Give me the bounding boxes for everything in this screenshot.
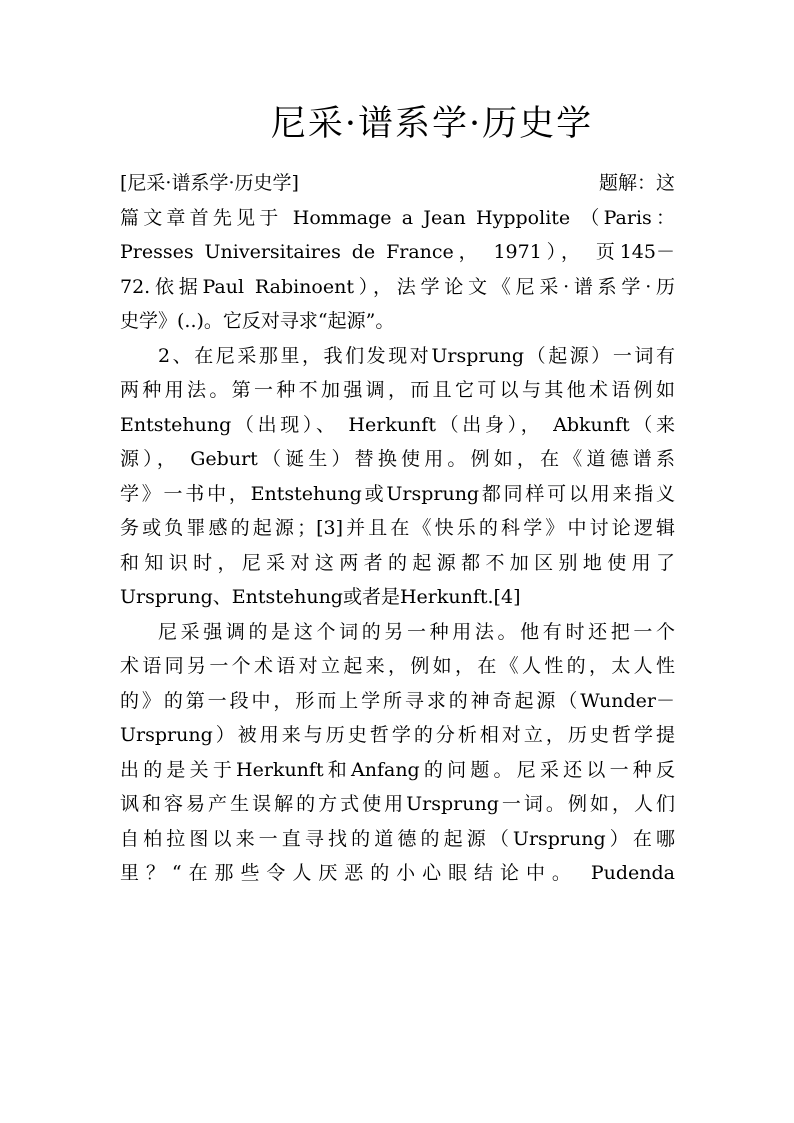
- document-body: [120, 166, 675, 891]
- text-line: 史学》(..)。它反对寻求“起源”。: [120, 310, 395, 332]
- text-line: 尼采强调的是这个词的另一种用法。他有时还把一个: [158, 620, 675, 643]
- text-line: 讽和容易产生误解的方式使用Ursprung一词。例如，人们: [120, 793, 675, 815]
- text-line: 学》一书中，Entstehung或Ursprung都同样可以用来指义: [120, 482, 675, 505]
- text-line: Ursprung、Entstehung或者是Herkunft.[4]: [120, 586, 521, 608]
- text-line: 两种用法。第一种不加强调，而且它可以与其他术语例如: [120, 379, 675, 401]
- text-line: 和知识时，尼采对这两者的起源都不加区别地使用了: [120, 551, 675, 574]
- bracket-title: [尼采·谱系学·历史学]: [120, 172, 299, 194]
- text-line: 2、在尼采那里，我们发现对Ursprung（起源）一词有: [158, 344, 675, 367]
- text-line: 篇文章首先见于 Hommage a Jean Hyppolite （Paris：: [120, 206, 675, 229]
- text-line: 术语同另一个术语对立起来，例如，在《人性的，太人性: [120, 655, 675, 677]
- text-line: 里？“在那些令人厌恶的小心眼结论中。 Pudenda: [120, 862, 675, 884]
- paragraph-1-header-line: [120, 166, 675, 201]
- text-line: 务或负罪感的起源；[3]并且在《快乐的科学》中讨论逻辑: [120, 517, 675, 539]
- text-line: Presses Universitaires de France， 1971）， 页145－: [120, 241, 675, 263]
- text-line: 72.依据Paul Rabinoent），法学论文《尼采·谱系学·历: [120, 275, 675, 298]
- text-line: Ursprung）被用来与历史哲学的分析相对立，历史哲学提: [120, 724, 675, 746]
- text-line: 出的是关于Herkunft和Anfang的问题。尼采还以一种反: [120, 758, 675, 781]
- text-line: 的》的第一段中，形而上学所寻求的神奇起源（Wunder－: [120, 689, 675, 712]
- text-line: 源）， Geburt（诞生）替换使用。例如，在《道德谱系: [120, 448, 675, 470]
- text-line: 自柏拉图以来一直寻找的道德的起源（Ursprung）在哪: [120, 827, 675, 850]
- document-title: 尼采·谱系学·历史学: [270, 104, 594, 144]
- text-line: Entstehung（出现）、 Herkunft（出身）， Abkunft（来: [120, 413, 675, 436]
- note-label: 题解：这: [598, 172, 675, 194]
